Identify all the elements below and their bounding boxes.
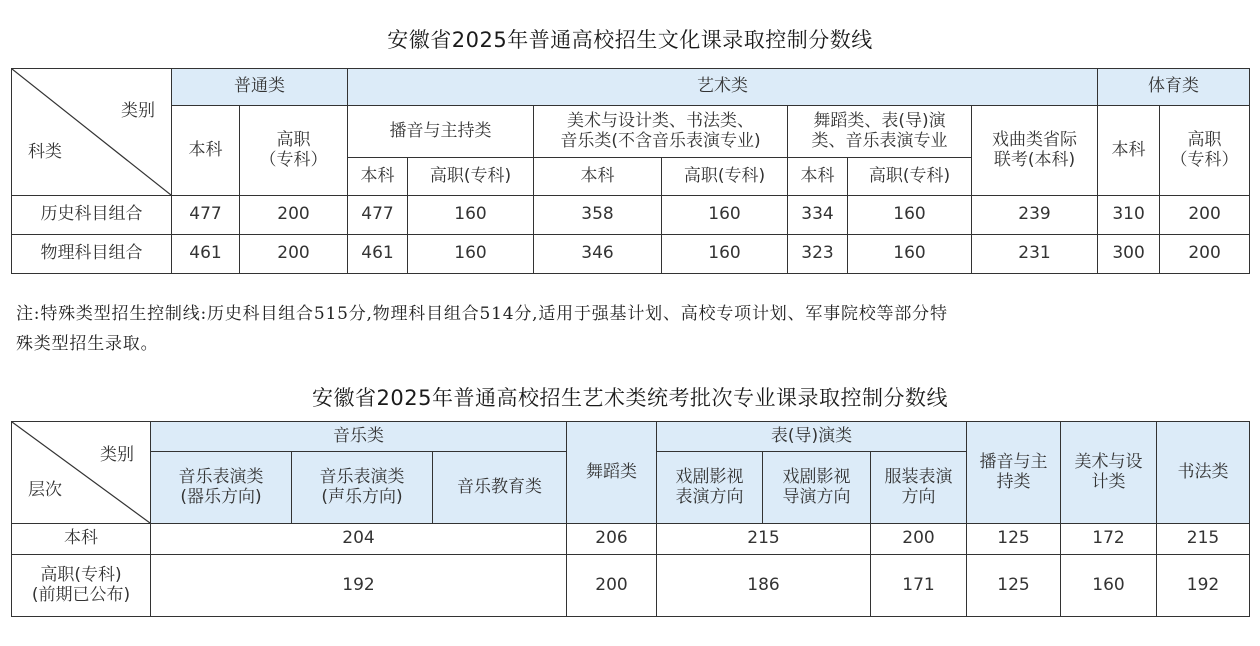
score-cell: 200 [1160, 196, 1250, 235]
score-cell: 200 [240, 235, 348, 274]
boyin-benke-header: 本科 [348, 158, 408, 196]
score-cell: 160 [1061, 555, 1157, 617]
table2-corner-header [12, 422, 151, 524]
score-cell: 172 [1061, 524, 1157, 555]
score-cell: 125 [967, 524, 1061, 555]
xiju-daoyan-header: 戏剧影视 导演方向 [763, 452, 871, 524]
corner-subject-label: 科类 [28, 141, 62, 162]
score-cell: 160 [848, 196, 972, 235]
wudao-header: 舞蹈类 [567, 422, 657, 524]
note-line-2: 殊类型招生录取。 [16, 334, 159, 354]
yinyue-jiaoyu-header: 音乐教育类 [433, 452, 567, 524]
group-header-putong: 普通类 [172, 69, 348, 106]
putong-gaozhi-header: 高职 （专科） [240, 106, 348, 196]
wudao-gaozhi-header: 高职(专科) [848, 158, 972, 196]
score-cell: 206 [567, 524, 657, 555]
table1-corner-header [12, 69, 172, 196]
score-cell: 323 [788, 235, 848, 274]
table-row [12, 555, 1250, 617]
meishu-benke-header: 本科 [534, 158, 662, 196]
score-cell: 461 [348, 235, 408, 274]
group-header-yishu: 艺术类 [348, 69, 1098, 106]
score-cell: 192 [1157, 555, 1250, 617]
score-cell: 125 [967, 555, 1061, 617]
score-cell: 239 [972, 196, 1098, 235]
score-cell: 200 [567, 555, 657, 617]
score-cell: 477 [172, 196, 240, 235]
yueqi-header: 音乐表演类 (器乐方向) [151, 452, 292, 524]
score-cell: 192 [151, 555, 567, 617]
score-cell: 300 [1098, 235, 1160, 274]
score-cell: 200 [871, 524, 967, 555]
row-label-gaozhi: 高职(专科) (前期已公布) [12, 555, 151, 617]
corner-category-label: 类别 [100, 445, 134, 466]
xiqu-header: 戏曲类省际 联考(本科) [972, 106, 1098, 196]
score-cell: 231 [972, 235, 1098, 274]
score-cell: 204 [151, 524, 567, 555]
meishu-header: 美术与设计类、书法类、 音乐类(不含音乐表演专业) [534, 106, 788, 158]
corner-level-label: 层次 [28, 480, 62, 501]
tiyu-benke-header: 本科 [1098, 106, 1160, 196]
score-cell: 160 [848, 235, 972, 274]
table-row [12, 524, 1250, 555]
fuzhuang-biaoyan-header: 服装表演 方向 [871, 452, 967, 524]
score-cell: 160 [408, 196, 534, 235]
table-row [12, 196, 1250, 235]
boyin-header: 播音与主 持类 [967, 422, 1061, 524]
score-cell: 477 [348, 196, 408, 235]
shengyue-header: 音乐表演类 (声乐方向) [292, 452, 433, 524]
row-label-physics: 物理科目组合 [12, 235, 172, 274]
table-row [12, 235, 1250, 274]
meishu-header: 美术与设 计类 [1061, 422, 1157, 524]
art-professional-score-table [11, 421, 1250, 617]
corner-category-label: 类别 [121, 100, 155, 121]
putong-benke-header: 本科 [172, 106, 240, 196]
culture-score-table [11, 68, 1250, 274]
tiyu-gaozhi-header: 高职 （专科） [1160, 106, 1250, 196]
meishu-gaozhi-header: 高职(专科) [662, 158, 788, 196]
score-cell: 334 [788, 196, 848, 235]
row-label-benke: 本科 [12, 524, 151, 555]
table1-title: 安徽省2025年普通高校招生文化课录取控制分数线 [387, 28, 873, 52]
score-cell: 461 [172, 235, 240, 274]
wudao-benke-header: 本科 [788, 158, 848, 196]
shufa-header: 书法类 [1157, 422, 1250, 524]
score-cell: 346 [534, 235, 662, 274]
wudao-header: 舞蹈类、表(导)演 类、音乐表演专业 [788, 106, 972, 158]
xiju-biaoyan-header: 戏剧影视 表演方向 [657, 452, 763, 524]
boyin-gaozhi-header: 高职(专科) [408, 158, 534, 196]
score-cell: 186 [657, 555, 871, 617]
boyin-header: 播音与主持类 [348, 106, 534, 158]
score-cell: 171 [871, 555, 967, 617]
score-cell: 215 [1157, 524, 1250, 555]
score-cell: 310 [1098, 196, 1160, 235]
row-label-history: 历史科目组合 [12, 196, 172, 235]
score-cell: 200 [1160, 235, 1250, 274]
score-cell: 358 [534, 196, 662, 235]
table2-title: 安徽省2025年普通高校招生艺术类统考批次专业课录取控制分数线 [312, 386, 948, 410]
group-header-biaodao: 表(导)演类 [657, 422, 967, 452]
note-line-1: 注:特殊类型招生控制线:历史科目组合515分,物理科目组合514分,适用于强基计划、高校专项计划、军事院校等部分特 [16, 304, 948, 324]
group-header-yinyue: 音乐类 [151, 422, 567, 452]
score-cell: 160 [662, 235, 788, 274]
group-header-tiyu: 体育类 [1098, 69, 1250, 106]
special-control-note [16, 299, 1246, 359]
score-cell: 215 [657, 524, 871, 555]
score-cell: 200 [240, 196, 348, 235]
score-cell: 160 [408, 235, 534, 274]
score-cell: 160 [662, 196, 788, 235]
